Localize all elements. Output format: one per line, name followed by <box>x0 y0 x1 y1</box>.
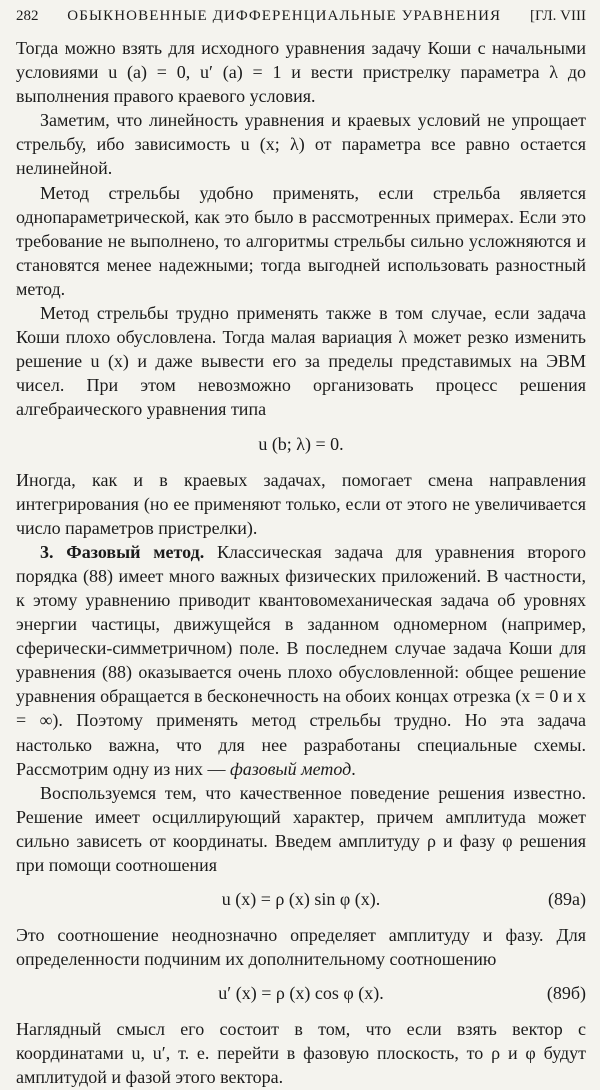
equation-formula: u′ (x) = ρ (x) cos φ (x). <box>218 983 384 1004</box>
section-body-end: . <box>351 758 356 779</box>
paragraph-4: Метод стрельбы трудно применять также в том случае, если задача Коши плохо обусловлена. Тогда малая вариация λ может резко изменить решение u (x) и даже вывести его за пределы представимых на ЭВМ чисел. При этом невозможно организовать процесс решения алгебраического уравнения типа <box>16 303 586 420</box>
paragraph-2: Заметим, что линейность уравнения и краевых условий не упрощает стрельбу, ибо зависимость u (x; λ) от параметра все равно остается нелинейной. <box>16 110 586 179</box>
running-title: ОБЫКНОВЕННЫЕ ДИФФЕРЕНЦИАЛЬНЫЕ УРАВНЕНИЯ <box>67 8 502 24</box>
paragraph-8: Это соотношение неоднозначно определяет амплитуду и фазу. Для определенности подчиним их дополнительному соотношению <box>16 925 586 970</box>
section-heading: 3. Фазовый метод. <box>40 541 205 562</box>
page-header <box>16 6 586 26</box>
page-number: 282 <box>16 8 39 24</box>
chapter-label: [ГЛ. VIII <box>529 8 586 24</box>
equation-formula: u (b; λ) = 0. <box>258 433 344 454</box>
equation-formula: u (x) = ρ (x) sin φ (x). <box>221 889 381 910</box>
emphasized-term: фазовый метод <box>230 758 352 779</box>
paragraph-3: Метод стрельбы удобно применять, если стрельба является однопараметрической, как это было в рассмотренных примерах. Если это требование не выполнено, то алгоритмы стрельбы сильно усложняются и становятся менее надежными; тогда выгодней использовать разностный метод. <box>16 182 586 299</box>
paragraph-9: Наглядный смысл его состоит в том, что если взять вектор с координатами u, u′, т. е. перейти в фазовую плоскость, то ρ и φ будут амплитудой и фазой этого вектора. <box>16 1019 586 1088</box>
equation-u-b-lambda <box>16 432 586 458</box>
paragraph-6 <box>16 540 586 781</box>
equation-number: (89a) <box>548 889 586 910</box>
equation-89b <box>16 981 586 1007</box>
paragraph-7: Воспользуемся тем, что качественное поведение решения известно. Решение имеет осциллирующий характер, причем амплитуда может сильно зависеть от координаты. Введем амплитуду ρ и фазу φ решения при помощи соотношения <box>16 782 586 875</box>
equation-number: (89б) <box>546 983 586 1004</box>
paragraph-5: Иногда, как и в краевых задачах, помогает смена направления интегрирования (но ее применяют только, если от этого не увеличивается число параметров пристрелки). <box>16 469 586 538</box>
section-body: Классическая задача для уравнения второго порядка (88) имеет много важных физических приложений. В частности, к этому уравнению приводит квантовомеханическая задача об уровнях энергии частицы, движущейся в заданном одномерном (например, сферически-симметричном) поле. В последнем случае задача Коши для уравнения (88) оказывается очень плохо обусловленной: общее решение уравнения обращается в бесконечность на обоих концах отрезка (x = 0 и x = ∞). Поэтому применять метод стрельбы трудно. Но эта задача настолько важна, что для нее разработаны специальные схемы. Рассмотрим одну из них — <box>16 541 587 779</box>
paragraph-1: Тогда можно взять для исходного уравнения задачу Коши с начальными условиями u (a) = 0, u′ (a) = 1 и вести пристрелку параметра λ до выполнения правого краевого условия. <box>16 38 586 107</box>
equation-89a <box>16 887 586 913</box>
